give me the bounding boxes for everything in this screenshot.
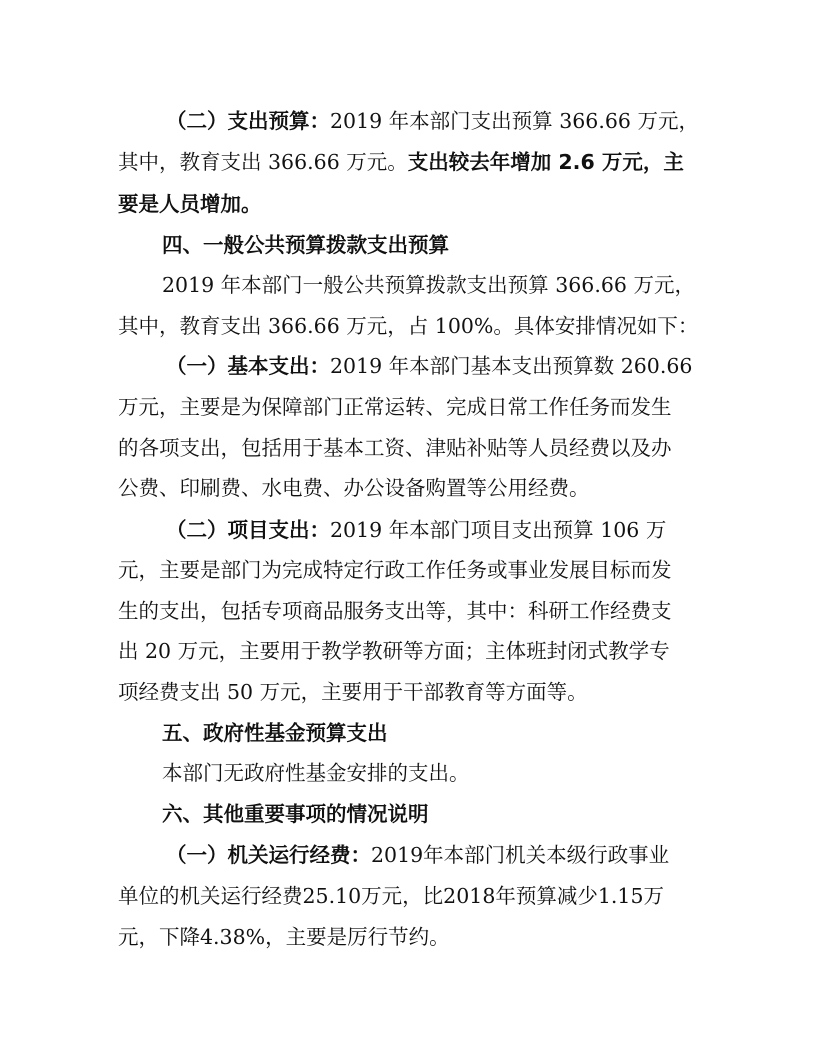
- body-text: 的各项支出，包括用于基本工资、津贴补贴等人员经费以及办: [118, 436, 672, 460]
- section-title-text: 六、其他重要事项的情况说明: [162, 802, 429, 826]
- body-text: 其中，教育支出 366.66 万元。: [118, 150, 408, 174]
- paragraph-line: [118, 190, 262, 218]
- paragraph-line: [118, 678, 588, 706]
- section-title: [162, 800, 429, 828]
- emphasis-text: 支出较去年增加 2.6 万元，主: [407, 150, 684, 174]
- body-text: 本部门无政府性基金安排的支出。: [162, 761, 470, 785]
- body-text: 2019 年本部门项目支出预算 106 万: [330, 518, 667, 542]
- paragraph-line: [118, 597, 672, 625]
- body-text: 2019 年本部门基本支出预算数 260.66: [330, 354, 693, 378]
- section-heading: （一）基本支出：: [166, 354, 330, 378]
- body-text: 其中，教育支出 366.66 万元，占 100%。具体安排情况如下：: [118, 314, 699, 338]
- paragraph-line: [118, 148, 684, 176]
- body-text: 2019 年本部门支出预算 366.66 万元，: [330, 109, 699, 133]
- body-text: 元，下降4.38%，主要是厉行节约。: [118, 925, 450, 949]
- paragraph-line: [118, 923, 450, 951]
- body-text: 2019 年本部门一般公共预算拨款支出预算 366.66 万元，: [162, 273, 695, 297]
- paragraph-line: [166, 352, 692, 380]
- paragraph-line: [118, 393, 672, 421]
- paragraph-line: [162, 759, 470, 787]
- section-title: [162, 719, 388, 747]
- paragraph-line: [118, 434, 672, 462]
- body-text: 项经费支出 50 万元，主要用于干部教育等方面等。: [118, 680, 588, 704]
- paragraph-line: [166, 516, 666, 544]
- paragraph-line: [166, 841, 669, 869]
- paragraph-line: [162, 271, 695, 299]
- emphasis-text: 要是人员增加。: [118, 192, 262, 216]
- paragraph-line: [118, 312, 698, 340]
- section-title-text: 四、一般公共预算拨款支出预算: [162, 233, 449, 257]
- paragraph-line: [118, 474, 590, 502]
- section-heading: （二）支出预算：: [166, 109, 330, 133]
- body-text: 万元，主要是为保障部门正常运转、完成日常工作任务而发生: [118, 395, 672, 419]
- body-text: 2019年本部门机关本级行政事业: [371, 843, 670, 867]
- paragraph-line: [118, 882, 664, 910]
- section-heading: （二）项目支出：: [166, 518, 330, 542]
- section-title: [162, 231, 449, 259]
- section-title-text: 五、政府性基金预算支出: [162, 721, 388, 745]
- body-text: 出 20 万元，主要用于教学教研等方面；主体班封闭式教学专: [118, 639, 670, 663]
- body-text: 单位的机关运行经费25.10万元，比2018年预算减少1.15万: [118, 884, 665, 908]
- section-heading: （一）机关运行经费：: [166, 843, 371, 867]
- body-text: 元，主要是部门为完成特定行政工作任务或事业发展目标而发: [118, 558, 672, 582]
- paragraph-line: [118, 556, 672, 584]
- body-text: 生的支出，包括专项商品服务支出等，其中：科研工作经费支: [118, 599, 672, 623]
- body-text: 公费、印刷费、水电费、办公设备购置等公用经费。: [118, 476, 590, 500]
- paragraph-line: [166, 107, 699, 135]
- paragraph-line: [118, 637, 670, 665]
